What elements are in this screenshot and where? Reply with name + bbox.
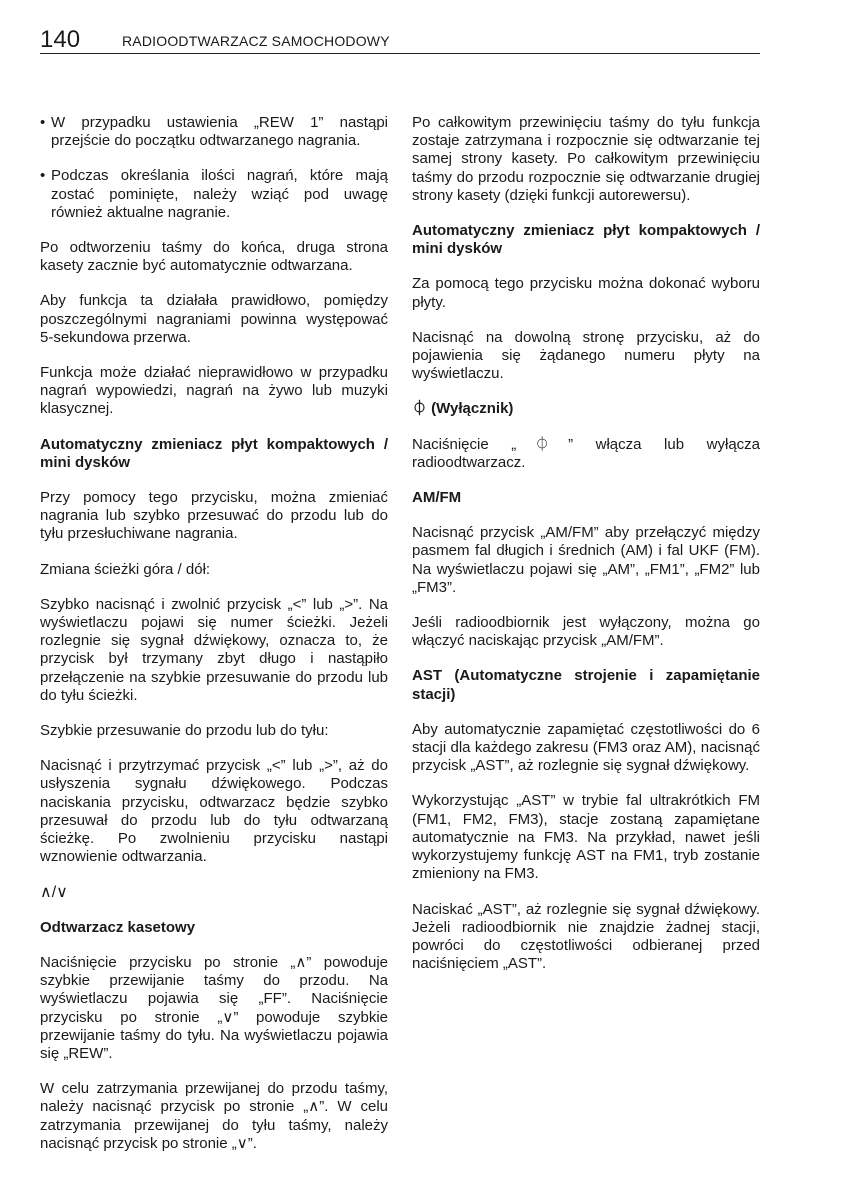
paragraph: Po odtworzeniu taśmy do końca, druga strona kasety zacznie być automatycznie odtwarzana.	[40, 239, 388, 275]
section-heading: Automatyczny zmieniacz płyt kompaktowych / mini dysków	[40, 435, 388, 471]
paragraph: Szybkie przesuwanie do przodu lub do tyłu:	[40, 722, 329, 740]
right-column	[412, 114, 760, 990]
header-rule	[40, 53, 760, 54]
paragraph: W celu zatrzymania przewijanej do przodu taśmy, należy nacisnąć przycisk po stronie „∧”. W celu zatrzymania przewijanej do tyłu taśmy, należy nacisnąć przycisk po stronie „∨”.	[40, 1080, 388, 1152]
paragraph: Nacisnąć i przytrzymać przycisk „<” lub „>”, aż do usłyszenia sygnału dźwiękowego. Podczas naciskania przycisku, odtwarzacz będzie szybko przesuwał do przodu lub do tyłu odtwarzaną ścieżkę. Po zwolnieniu przycisku nastąpi wznowienie odtwarzania.	[40, 757, 388, 866]
paragraph: Za pomocą tego przycisku można dokonać wyboru płyty.	[412, 275, 760, 311]
running-title: RADIOODTWARZACZ SAMOCHODOWY	[122, 33, 390, 49]
paragraph: Nacisnąć przycisk „AM/FM” aby przełączyć między pasmem fal długich i średnich (AM) i fal UKF (FM). Na wyświetlaczu pojawi się „AM”, „FM1”, „FM2” lub „FM3”.	[412, 524, 760, 596]
paragraph: Zmiana ścieżki góra / dół:	[40, 560, 211, 578]
section-heading: ⏀ (Wyłącznik)	[412, 400, 514, 418]
section-heading: Automatyczny zmieniacz płyt kompaktowych / mini dysków	[412, 222, 760, 258]
paragraph: Jeśli radioodbiornik jest wyłączony, można go włączyć naciskając przycisk „AM/FM”.	[412, 614, 760, 650]
section-heading: AST (Automatyczne strojenie i zapamiętanie stacji)	[412, 667, 760, 703]
paragraph: Szybko nacisnąć i zwolnić przycisk „<” lub „>”. Na wyświetlaczu pojawi się numer ścieżki. Jeżeli rozlegnie się sygnał dźwiękowy, oznacza to, że przycisk był trzymany zbyt długo i nastąpiło przełączenie na szybkie przesuwanie do przodu lub do tyłu ścieżki.	[40, 595, 388, 704]
paragraph: Aby funkcja ta działała prawidłowo, pomiędzy poszczególnymi nagraniami powinna występować 5-sekundowa przerwa.	[40, 292, 388, 346]
page-number: 140	[40, 26, 81, 53]
page-header	[40, 26, 760, 54]
paragraph: Naciśnięcie „⏀” włącza lub wyłącza radioodtwarzacz.	[412, 435, 760, 471]
bullet-list	[40, 114, 388, 222]
paragraph: Funkcja może działać nieprawidłowo w przypadku nagrań wypowiedzi, nagrań na żywo lub muzyki klasycznej.	[40, 364, 388, 418]
bullet-item: • W przypadku ustawienia „REW 1” nastąpi przejście do początku odtwarzanego nagrania.	[40, 114, 388, 150]
up-down-symbols: ∧/∨	[40, 883, 68, 901]
paragraph: Wykorzystując „AST” w trybie fal ultrakrótkich FM (FM1, FM2, FM3), stacje zostaną zapamiętane automatycznie na FM3. Na przykład, nawet jeśli wykorzystujemy funkcję AST na FM1, tryb zostanie zmieniony na FM3.	[412, 792, 760, 883]
paragraph: Przy pomocy tego przycisku, można zmieniać nagrania lub szybko przesuwać do przodu lub do tyłu przesłuchiwane nagrania.	[40, 489, 388, 543]
bullet-item: • Podczas określania ilości nagrań, które mają zostać pominięte, należy wziąć pod uwagę również aktualne nagranie.	[40, 167, 388, 222]
section-heading: Odtwarzacz kasetowy	[40, 918, 196, 936]
paragraph: Po całkowitym przewinięciu taśmy do tyłu funkcja zostaje zatrzymana i rozpocznie się odtwarzanie tej samej strony kasety. Po całkowitym przewinięciu taśmy do przodu rozpocznie się odtwarzanie drugiej strony kasety (dzięki funkcji autorewersu).	[412, 114, 760, 204]
paragraph: Aby automatycznie zapamiętać częstotliwości do 6 stacji dla każdego zakresu (FM3 oraz AM), nacisnąć przycisk „AST”, aż rozlegnie się sygnał dźwiękowy.	[412, 720, 760, 775]
paragraph: Nacisnąć na dowolną stronę przycisku, aż do pojawienia się żądanego numeru płyty na wyświetlaczu.	[412, 328, 760, 383]
section-heading: AM/FM	[412, 489, 462, 507]
paragraph: Naciskać „AST”, aż rozlegnie się sygnał dźwiękowy. Jeżeli radioodbiornik nie znajdzie żadnej stacji, powróci do częstotliwości odbieranej przed naciśnięciem „AST”.	[412, 900, 760, 973]
left-column	[40, 114, 388, 1170]
paragraph: Naciśnięcie przycisku po stronie „∧” powoduje szybkie przewijanie taśmy do przodu. Na wyświetlaczu pojawia się „FF”. Naciśnięcie przycisku po stronie „∨” powoduje szybkie przewijanie taśmy do tyłu. Na wyświetlaczu pojawia się „REW”.	[40, 953, 388, 1062]
